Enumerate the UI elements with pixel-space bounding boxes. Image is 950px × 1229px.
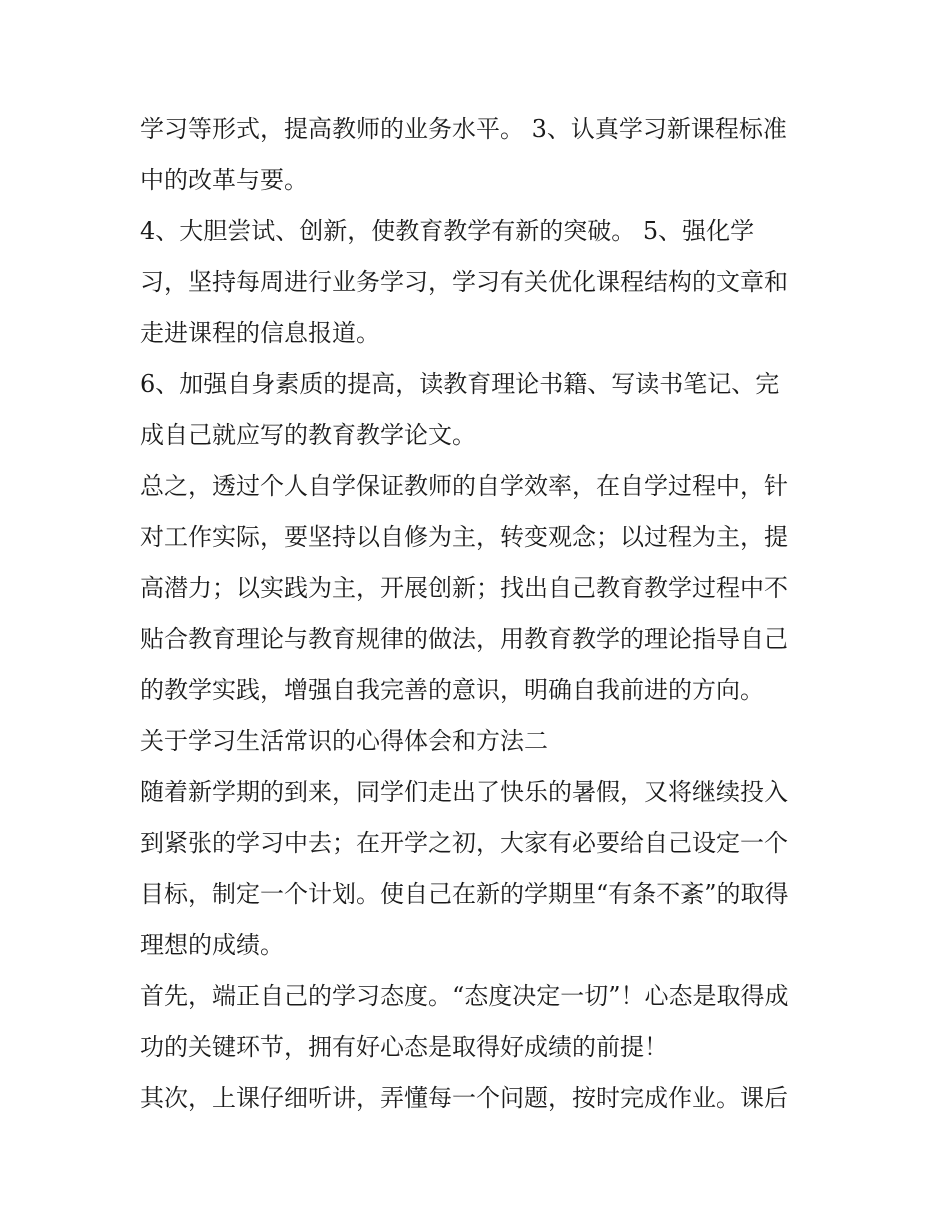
text-line: 对工作实际，要坚持以自修为主，转变观念；以过程为主，提 — [140, 523, 788, 551]
text-line: 中的改革与要。 — [140, 166, 308, 194]
section-heading: 关于学习生活常识的心得体会和方法二 — [140, 727, 548, 755]
text-line: 6、加强自身素质的提高，读教育理论书籍、写读书笔记、完 — [140, 370, 780, 398]
body-text — [140, 104, 820, 1124]
text-line: 首先，端正自己的学习态度。“态度决定一切”！心态是取得成 — [140, 982, 789, 1010]
text-line: 总之，透过个人自学保证教师的自学效率，在自学过程中，针 — [140, 472, 788, 500]
text-line: 理想的成绩。 — [140, 931, 284, 959]
text-line: 的教学实践，增强自我完善的意识，明确自我前进的方向。 — [140, 676, 764, 704]
text-line: 目标，制定一个计划。使自己在新的学期里“有条不紊”的取得 — [140, 880, 789, 908]
text-line: 其次，上课仔细听讲，弄懂每一个问题，按时完成作业。课后 — [140, 1084, 788, 1112]
text-line: 成自己就应写的教育教学论文。 — [140, 421, 476, 449]
text-line: 习，坚持每周进行业务学习，学习有关优化课程结构的文章和 — [140, 268, 788, 296]
text-line: 功的关键环节，拥有好心态是取得好成绩的前提！ — [140, 1033, 668, 1061]
text-line: 4、大胆尝试、创新，使教育教学有新的突破。 5、强化学 — [140, 217, 755, 245]
text-line: 贴合教育理论与教育规律的做法，用教育教学的理论指导自己 — [140, 625, 788, 653]
text-line: 学习等形式，提高教师的业务水平。 3、认真学习新课程标准 — [140, 115, 787, 143]
text-line: 到紧张的学习中去；在开学之初，大家有必要给自己设定一个 — [140, 829, 788, 857]
text-line: 随着新学期的到来，同学们走出了快乐的暑假，又将继续投入 — [140, 778, 788, 806]
text-line: 走进课程的信息报道。 — [140, 319, 380, 347]
text-line: 高潜力；以实践为主，开展创新；找出自己教育教学过程中不 — [140, 574, 788, 602]
